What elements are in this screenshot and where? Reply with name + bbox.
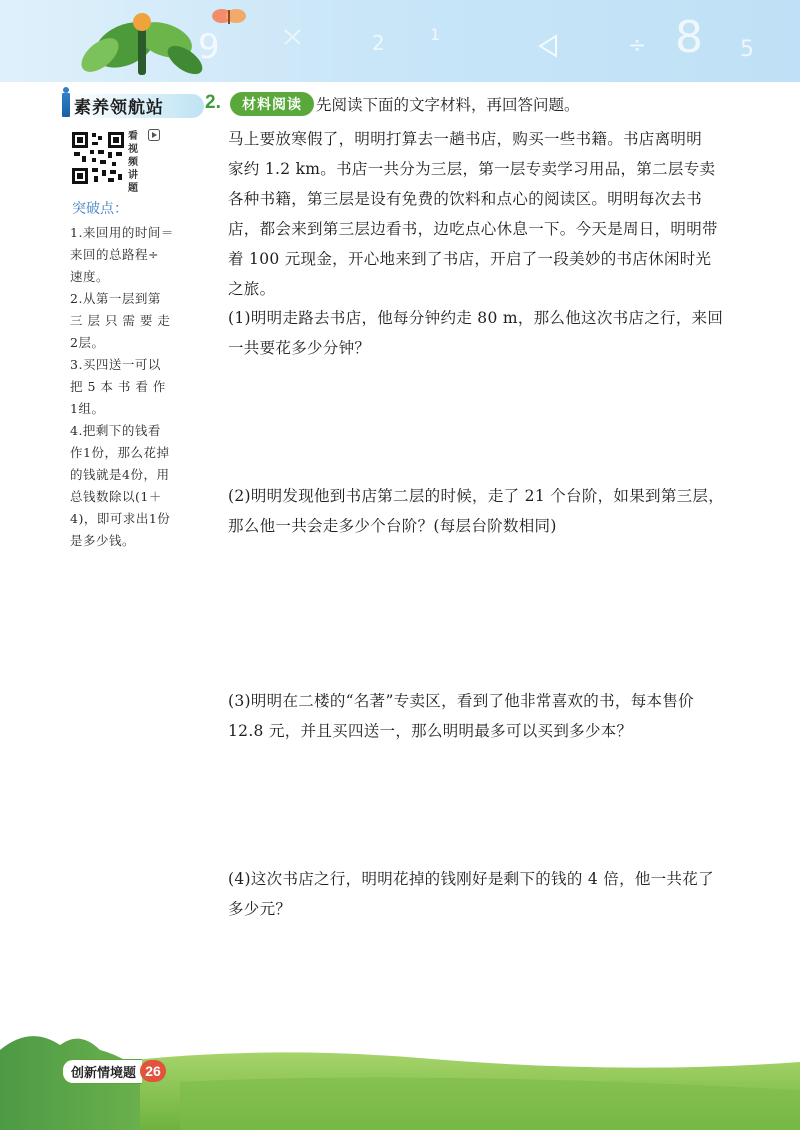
passage-line: 着 100 元现金，开心地来到了书店，开启了一段美妙的书店休闲时光	[228, 250, 712, 268]
tip-2	[70, 288, 198, 354]
svg-text:8: 8	[675, 12, 703, 63]
sub-question-line: (1)明明走路去书店，他每分钟约走 80 m，那么他这次书店之行，来回	[228, 309, 724, 327]
passage	[228, 124, 788, 304]
sub-question-line: 多少元？	[228, 900, 292, 918]
tip-line: 2层。	[70, 335, 105, 350]
title-marker-icon	[62, 93, 70, 117]
sub-question-4	[228, 864, 788, 924]
sidebar-title-text: 素养领航站	[74, 97, 164, 118]
qr-label-char: 频	[128, 157, 138, 168]
question-badge: 材料阅读	[230, 92, 314, 116]
tip-line: 三 层 只 需 要 走	[70, 313, 171, 328]
question-number: 2.	[205, 92, 221, 113]
svg-text:2: 2	[372, 31, 385, 55]
page-number: 26	[140, 1060, 166, 1082]
passage-line: 各种书籍，第三层是设有免费的饮料和点心的阅读区。明明每次去书	[228, 190, 703, 208]
breakpoints-title: 突破点：	[72, 201, 128, 217]
sub-question-3	[228, 686, 788, 746]
svg-text:1: 1	[430, 25, 441, 44]
tip-line: 4.把剩下的钱看	[70, 423, 161, 438]
sub-question-line: 一共要花多少分钟？	[228, 339, 371, 357]
tip-line: 3.买四送一可以	[70, 357, 161, 372]
qr-label-char: 讲	[128, 170, 138, 181]
sub-question-line: (4)这次书店之行，明明花掉的钱刚好是剩下的钱的 4 倍，他一共花了	[228, 870, 714, 888]
passage-line: 家约 1.2 km。书店一共分为三层，第一层专卖学习用品，第二层专卖	[228, 160, 716, 178]
tip-line: 1.来回用的时间＝	[70, 225, 174, 240]
passage-line: 店，都会来到第三层边看书，边吃点心休息一下。今天是周日，明明带	[228, 220, 718, 238]
sub-question-line: 那么他一共会走多少个台阶？(每层台阶数相同)	[228, 517, 557, 535]
qr-code-icon[interactable]	[70, 130, 126, 186]
banner-decoration	[0, 0, 800, 82]
top-banner	[0, 0, 800, 82]
passage-line: 马上要放寒假了，明明打算去一趟书店，购买一些书籍。书店离明明	[228, 130, 703, 148]
tip-line: 作1份，那么花掉	[70, 445, 170, 460]
butterfly-icon	[212, 9, 246, 24]
svg-text:9: 9	[198, 27, 220, 67]
passage-line: 之旅。	[228, 280, 276, 298]
tip-4	[70, 420, 198, 552]
qr-label-char: 视	[128, 144, 138, 155]
page-footer-badge	[62, 1060, 166, 1082]
tip-1	[70, 222, 198, 288]
qr-label-char: 看	[128, 131, 138, 142]
tip-line: 1组。	[70, 401, 105, 416]
qr-label-char: 题	[128, 183, 138, 194]
tip-line: 4)，即可求出1份	[70, 511, 171, 526]
svg-text:÷: ÷	[628, 33, 647, 58]
tip-line: 把 5 本 书 看 作	[70, 379, 166, 394]
math-symbols-icon	[198, 12, 754, 67]
tip-line: 是多少钱。	[70, 533, 136, 548]
question-instruction: 先阅读下面的文字材料，再回答问题。	[316, 96, 580, 114]
tip-line: 来回的总路程÷	[70, 247, 159, 262]
sub-question-1	[228, 303, 788, 363]
svg-text:5: 5	[740, 37, 754, 62]
sub-question-line: 12.8 元，并且买四送一，那么明明最多可以买到多少本？	[228, 722, 633, 740]
leaf-cluster-icon	[75, 13, 207, 80]
sub-question-2	[228, 481, 788, 541]
sub-question-line: (3)明明在二楼的“名著”专卖区，看到了他非常喜欢的书，每本售价	[228, 692, 694, 710]
tip-3	[70, 354, 198, 420]
tip-line: 总钱数除以(1＋	[70, 489, 162, 504]
section-label: 创新情境题	[62, 1059, 142, 1084]
play-icon[interactable]	[148, 129, 160, 141]
tip-line: 的钱就是4份，用	[70, 467, 170, 482]
sidebar-title	[62, 92, 164, 118]
tip-line: 速度。	[70, 269, 110, 284]
sub-question-line: (2)明明发现他到书店第二层的时候，走了 21 个台阶，如果到第三层，	[228, 487, 725, 505]
tip-line: 2.从第一层到第	[70, 291, 161, 306]
